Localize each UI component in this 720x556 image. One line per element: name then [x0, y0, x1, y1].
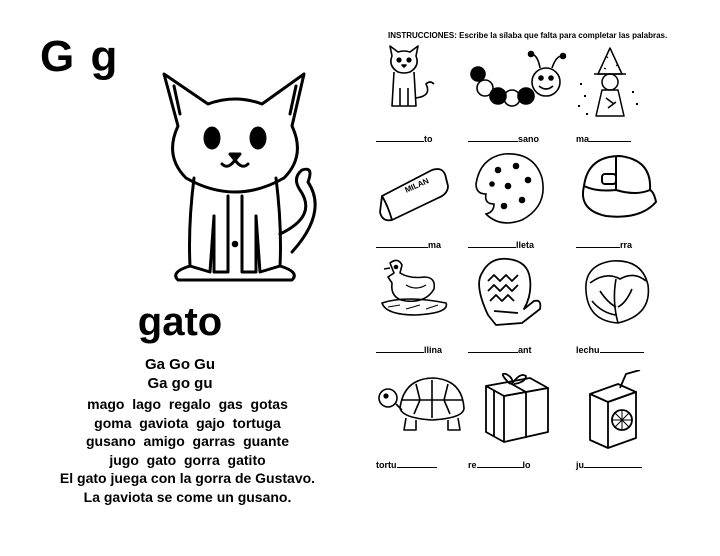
- lettuce-icon: [576, 255, 686, 339]
- cat-icon: [150, 66, 320, 286]
- word-list: [0, 395, 375, 506]
- caterpillar-icon: [468, 44, 578, 128]
- answer-blank[interactable]: [468, 238, 516, 248]
- gift-icon: [468, 370, 578, 454]
- exercise-cell: [576, 150, 686, 250]
- cap-icon: [576, 150, 686, 234]
- answer-blank[interactable]: [589, 132, 631, 142]
- sentence-line: El gato juega con la gorra de Gustavo.: [59, 470, 316, 486]
- exercise-label: sano: [468, 132, 578, 144]
- exercise-cell: [468, 44, 578, 144]
- syllable-list: [0, 355, 360, 393]
- exercise-label: rra: [576, 238, 686, 250]
- exercise-label: to: [376, 132, 486, 144]
- exercise-label: ant: [468, 343, 578, 355]
- letter-heading: G g: [40, 32, 120, 81]
- wizard-icon: [576, 44, 686, 128]
- answer-blank[interactable]: [584, 458, 642, 468]
- answer-blank[interactable]: [600, 343, 644, 353]
- exercise-cell: [468, 150, 578, 250]
- exercise-cell: [468, 370, 578, 470]
- answer-blank[interactable]: [376, 343, 424, 353]
- exercise-cell: [468, 255, 578, 355]
- answer-blank[interactable]: [376, 132, 424, 142]
- exercise-label: llina: [376, 343, 486, 355]
- word-line: jugo gato gorra gatito: [109, 451, 266, 468]
- word-line: mago lago regalo gas gotas: [87, 396, 288, 412]
- syllables-upper: Ga Go Gu: [144, 356, 215, 373]
- juice-box-icon: [576, 370, 686, 454]
- cookie-icon: [468, 150, 578, 234]
- instructions: INSTRUCCIONES: Escribe la sílaba que falta para completar las palabras.: [388, 31, 668, 40]
- exercise-label: ju: [576, 458, 686, 470]
- answer-blank[interactable]: [468, 132, 518, 142]
- exercise-label: lechu: [576, 343, 686, 355]
- syllables-lower: Ga go gu: [147, 375, 213, 392]
- exercise-label: tortu: [376, 458, 486, 470]
- answer-blank[interactable]: [397, 458, 437, 468]
- exercise-cell: [576, 370, 686, 470]
- exercise-label: ma: [376, 238, 486, 250]
- svg-text:MILAN: MILAN: [403, 176, 431, 195]
- exercise-label: re lo: [468, 460, 531, 470]
- mitten-icon: [468, 255, 578, 339]
- word-line: gusano amigo garras guante: [85, 433, 290, 449]
- exercise-label: lleta: [468, 238, 578, 250]
- answer-blank[interactable]: [576, 238, 620, 248]
- answer-blank[interactable]: [376, 238, 428, 248]
- key-word: gato: [137, 300, 223, 344]
- word-line: goma gaviota gajo tortuga: [94, 414, 281, 431]
- answer-blank[interactable]: [468, 343, 518, 353]
- answer-blank[interactable]: [477, 458, 523, 468]
- exercise-label: ma: [576, 132, 686, 144]
- sentence-line: La gaviota se come un gusano.: [83, 488, 292, 505]
- exercise-cell: [576, 255, 686, 355]
- exercise-cell: [576, 44, 686, 144]
